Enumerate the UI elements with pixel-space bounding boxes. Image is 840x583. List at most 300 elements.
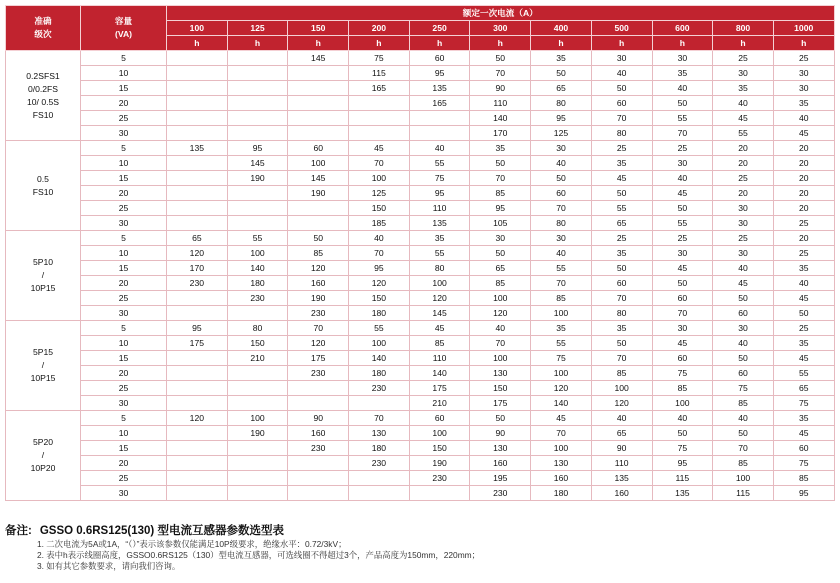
height-cell: 180 <box>227 276 288 291</box>
table-row <box>6 156 835 171</box>
height-cell: 50 <box>470 411 531 426</box>
height-cell: 60 <box>409 411 470 426</box>
table-row <box>6 471 835 486</box>
height-cell: 30 <box>531 231 592 246</box>
height-cell <box>167 51 228 66</box>
height-cell: 140 <box>349 351 410 366</box>
height-cell: 20 <box>773 141 834 156</box>
height-cell: 30 <box>652 156 713 171</box>
height-cell: 35 <box>531 51 592 66</box>
table-row <box>6 456 835 471</box>
height-cell: 100 <box>409 276 470 291</box>
height-cell: 60 <box>713 366 774 381</box>
height-cell: 100 <box>349 336 410 351</box>
height-cell: 70 <box>591 351 652 366</box>
height-cell: 95 <box>227 141 288 156</box>
height-cell <box>227 366 288 381</box>
height-cell: 30 <box>713 201 774 216</box>
height-cell: 25 <box>773 321 834 336</box>
height-cell: 65 <box>591 426 652 441</box>
accuracy-grade-cell: 5P20 / 10P20 <box>6 411 81 501</box>
height-cell: 25 <box>591 231 652 246</box>
height-cell <box>227 66 288 81</box>
height-cell: 55 <box>409 246 470 261</box>
height-cell: 85 <box>773 471 834 486</box>
notes-title: GSSO 0.6RS125(130) 型电流互感器参数选型表 <box>39 525 284 537</box>
height-cell: 120 <box>531 381 592 396</box>
height-cell: 45 <box>773 426 834 441</box>
height-cell: 95 <box>652 456 713 471</box>
height-cell: 50 <box>531 66 592 81</box>
height-cell: 70 <box>591 291 652 306</box>
height-cell: 230 <box>349 381 410 396</box>
header-current-150: 150 <box>288 21 349 36</box>
height-cell: 70 <box>713 441 774 456</box>
header-unit-h: h <box>288 36 349 51</box>
height-cell: 85 <box>713 456 774 471</box>
table-row <box>6 201 835 216</box>
capacity-cell: 5 <box>81 231 167 246</box>
capacity-cell: 20 <box>81 276 167 291</box>
height-cell: 40 <box>531 156 592 171</box>
capacity-cell: 25 <box>81 201 167 216</box>
height-cell <box>167 171 228 186</box>
height-cell: 40 <box>713 96 774 111</box>
height-cell: 75 <box>652 441 713 456</box>
height-cell: 100 <box>349 171 410 186</box>
table-row <box>6 396 835 411</box>
height-cell: 120 <box>288 261 349 276</box>
header-current-200: 200 <box>349 21 410 36</box>
capacity-cell: 25 <box>81 111 167 126</box>
header-current-250: 250 <box>409 21 470 36</box>
height-cell: 70 <box>652 306 713 321</box>
height-cell: 85 <box>409 336 470 351</box>
height-cell: 50 <box>652 426 713 441</box>
height-cell: 150 <box>349 291 410 306</box>
height-cell: 50 <box>531 171 592 186</box>
height-cell: 55 <box>531 336 592 351</box>
height-cell: 30 <box>713 216 774 231</box>
height-cell: 95 <box>531 111 592 126</box>
height-cell <box>167 216 228 231</box>
capacity-cell: 10 <box>81 246 167 261</box>
spec-table <box>5 5 835 501</box>
capacity-cell: 30 <box>81 396 167 411</box>
height-cell <box>288 126 349 141</box>
height-cell <box>409 111 470 126</box>
height-cell: 90 <box>470 81 531 96</box>
capacity-cell: 15 <box>81 81 167 96</box>
header-unit-h: h <box>470 36 531 51</box>
height-cell: 40 <box>409 141 470 156</box>
capacity-cell: 25 <box>81 471 167 486</box>
height-cell <box>227 186 288 201</box>
height-cell: 100 <box>227 411 288 426</box>
header-current-400: 400 <box>531 21 592 36</box>
height-cell: 30 <box>652 51 713 66</box>
height-cell: 25 <box>591 141 652 156</box>
header-unit-h: h <box>167 36 228 51</box>
height-cell: 80 <box>409 261 470 276</box>
height-cell: 65 <box>167 231 228 246</box>
height-cell: 40 <box>591 411 652 426</box>
height-cell: 55 <box>349 321 410 336</box>
height-cell: 210 <box>227 351 288 366</box>
height-cell: 130 <box>470 366 531 381</box>
height-cell: 110 <box>409 201 470 216</box>
height-cell: 135 <box>409 216 470 231</box>
height-cell: 100 <box>531 366 592 381</box>
height-cell: 20 <box>773 156 834 171</box>
height-cell: 230 <box>288 441 349 456</box>
height-cell: 60 <box>531 186 592 201</box>
height-cell: 110 <box>409 351 470 366</box>
height-cell: 50 <box>470 156 531 171</box>
height-cell: 55 <box>591 201 652 216</box>
height-cell <box>227 486 288 501</box>
height-cell: 170 <box>167 261 228 276</box>
height-cell: 90 <box>470 426 531 441</box>
height-cell: 40 <box>470 321 531 336</box>
height-cell: 50 <box>713 426 774 441</box>
height-cell: 40 <box>591 66 652 81</box>
height-cell: 105 <box>470 216 531 231</box>
height-cell <box>167 426 228 441</box>
height-cell: 150 <box>349 201 410 216</box>
height-cell: 145 <box>288 171 349 186</box>
height-cell: 95 <box>470 201 531 216</box>
height-cell: 60 <box>713 306 774 321</box>
height-cell: 50 <box>713 351 774 366</box>
height-cell: 55 <box>713 126 774 141</box>
height-cell: 190 <box>409 456 470 471</box>
capacity-cell: 20 <box>81 366 167 381</box>
height-cell <box>288 66 349 81</box>
height-cell: 175 <box>409 381 470 396</box>
table-row <box>6 486 835 501</box>
height-cell: 140 <box>409 366 470 381</box>
capacity-cell: 5 <box>81 321 167 336</box>
table-row <box>6 216 835 231</box>
height-cell <box>167 66 228 81</box>
height-cell: 130 <box>349 426 410 441</box>
height-cell: 120 <box>167 246 228 261</box>
height-cell: 40 <box>652 81 713 96</box>
height-cell <box>167 471 228 486</box>
capacity-cell: 15 <box>81 351 167 366</box>
notes-title-line <box>5 524 834 539</box>
header-unit-h: h <box>591 36 652 51</box>
height-cell: 75 <box>773 396 834 411</box>
height-cell: 70 <box>349 246 410 261</box>
height-cell: 50 <box>591 81 652 96</box>
height-cell: 50 <box>652 96 713 111</box>
height-cell: 145 <box>288 51 349 66</box>
height-cell: 70 <box>652 126 713 141</box>
height-cell: 160 <box>591 486 652 501</box>
height-cell: 70 <box>349 156 410 171</box>
height-cell <box>288 216 349 231</box>
height-cell: 60 <box>591 276 652 291</box>
height-cell: 135 <box>409 81 470 96</box>
height-cell: 40 <box>713 261 774 276</box>
height-cell: 70 <box>531 426 592 441</box>
height-cell <box>288 96 349 111</box>
height-cell: 40 <box>713 336 774 351</box>
capacity-cell: 15 <box>81 441 167 456</box>
height-cell: 40 <box>652 171 713 186</box>
height-cell: 70 <box>531 276 592 291</box>
height-cell: 25 <box>713 171 774 186</box>
height-cell: 210 <box>409 396 470 411</box>
table-row <box>6 291 835 306</box>
height-cell <box>288 486 349 501</box>
height-cell <box>167 366 228 381</box>
height-cell: 125 <box>349 186 410 201</box>
spec-table-container <box>5 5 834 501</box>
height-cell: 25 <box>652 231 713 246</box>
height-cell <box>349 111 410 126</box>
height-cell: 100 <box>470 351 531 366</box>
table-row <box>6 141 835 156</box>
height-cell: 45 <box>773 351 834 366</box>
height-cell: 35 <box>773 336 834 351</box>
height-cell: 95 <box>349 261 410 276</box>
height-cell: 60 <box>591 96 652 111</box>
height-cell: 30 <box>773 81 834 96</box>
height-cell: 115 <box>349 66 410 81</box>
height-cell: 35 <box>409 231 470 246</box>
height-cell: 40 <box>652 411 713 426</box>
height-cell: 25 <box>652 141 713 156</box>
height-cell: 25 <box>773 51 834 66</box>
height-cell: 75 <box>713 381 774 396</box>
height-cell: 65 <box>470 261 531 276</box>
height-cell: 100 <box>713 471 774 486</box>
height-cell: 40 <box>773 276 834 291</box>
header-row-1 <box>6 6 835 21</box>
height-cell <box>167 201 228 216</box>
height-cell: 80 <box>531 216 592 231</box>
height-cell: 70 <box>470 336 531 351</box>
height-cell: 50 <box>591 186 652 201</box>
height-cell <box>167 306 228 321</box>
height-cell: 40 <box>773 111 834 126</box>
height-cell: 130 <box>531 456 592 471</box>
height-cell <box>167 96 228 111</box>
height-cell: 35 <box>773 261 834 276</box>
height-cell <box>349 486 410 501</box>
height-cell <box>167 111 228 126</box>
height-cell: 110 <box>470 96 531 111</box>
height-cell <box>227 381 288 396</box>
height-cell: 35 <box>470 141 531 156</box>
height-cell: 230 <box>227 291 288 306</box>
height-cell: 85 <box>591 366 652 381</box>
height-cell <box>227 216 288 231</box>
height-cell: 35 <box>591 321 652 336</box>
height-cell <box>288 111 349 126</box>
height-cell: 175 <box>470 396 531 411</box>
height-cell: 60 <box>288 141 349 156</box>
capacity-cell: 25 <box>81 291 167 306</box>
height-cell: 85 <box>713 396 774 411</box>
height-cell: 120 <box>288 336 349 351</box>
table-row <box>6 426 835 441</box>
height-cell: 195 <box>470 471 531 486</box>
table-row <box>6 276 835 291</box>
height-cell: 60 <box>652 351 713 366</box>
height-cell: 95 <box>167 321 228 336</box>
height-cell: 145 <box>409 306 470 321</box>
height-cell: 35 <box>773 411 834 426</box>
header-current-800: 800 <box>713 21 774 36</box>
height-cell <box>227 396 288 411</box>
height-cell: 55 <box>652 111 713 126</box>
height-cell: 85 <box>288 246 349 261</box>
height-cell: 170 <box>470 126 531 141</box>
height-cell: 120 <box>470 306 531 321</box>
height-cell: 35 <box>591 246 652 261</box>
spec-table-body <box>6 51 835 501</box>
height-cell: 100 <box>591 381 652 396</box>
height-cell: 45 <box>773 126 834 141</box>
header-rated-current: 额定一次电流（A） <box>167 6 835 21</box>
table-row <box>6 51 835 66</box>
height-cell: 45 <box>591 171 652 186</box>
note-line-2: 2. 表中h表示线圈高度，GSSO0.6RS125（130）型电流互感器，可选线圈不得超过3个，产品高度为150mm，220mm； <box>37 550 481 561</box>
height-cell: 165 <box>409 96 470 111</box>
height-cell: 45 <box>409 321 470 336</box>
height-cell: 70 <box>288 321 349 336</box>
height-cell: 180 <box>531 486 592 501</box>
height-cell: 130 <box>470 441 531 456</box>
header-grade: 准确 级次 <box>6 6 81 51</box>
height-cell: 70 <box>349 411 410 426</box>
height-cell: 230 <box>470 486 531 501</box>
height-cell <box>409 126 470 141</box>
height-cell: 45 <box>713 276 774 291</box>
table-row <box>6 366 835 381</box>
height-cell: 30 <box>531 141 592 156</box>
capacity-cell: 30 <box>81 216 167 231</box>
header-unit-h: h <box>409 36 470 51</box>
height-cell <box>349 471 410 486</box>
height-cell: 30 <box>591 51 652 66</box>
capacity-cell: 25 <box>81 381 167 396</box>
height-cell: 145 <box>227 156 288 171</box>
height-cell: 20 <box>773 201 834 216</box>
height-cell: 30 <box>773 66 834 81</box>
table-row <box>6 246 835 261</box>
height-cell: 230 <box>288 366 349 381</box>
height-cell: 55 <box>227 231 288 246</box>
height-cell: 20 <box>773 186 834 201</box>
height-cell: 135 <box>652 486 713 501</box>
height-cell: 115 <box>652 471 713 486</box>
table-row <box>6 231 835 246</box>
height-cell: 20 <box>713 186 774 201</box>
height-cell: 30 <box>713 321 774 336</box>
height-cell: 50 <box>470 246 531 261</box>
height-cell: 20 <box>713 141 774 156</box>
table-row <box>6 381 835 396</box>
height-cell: 120 <box>167 411 228 426</box>
height-cell: 70 <box>470 66 531 81</box>
height-cell: 180 <box>349 306 410 321</box>
height-cell: 95 <box>409 186 470 201</box>
capacity-cell: 30 <box>81 306 167 321</box>
accuracy-grade-cell: 5P15 / 10P15 <box>6 321 81 411</box>
height-cell: 40 <box>531 246 592 261</box>
note-line-3: 3. 如有其它参数要求，请向我们咨询。 <box>37 561 181 572</box>
capacity-cell: 10 <box>81 156 167 171</box>
height-cell: 40 <box>349 231 410 246</box>
capacity-cell: 5 <box>81 411 167 426</box>
height-cell <box>227 81 288 96</box>
height-cell: 175 <box>167 336 228 351</box>
height-cell: 80 <box>531 96 592 111</box>
height-cell <box>167 381 228 396</box>
note-line-1: 1. 二次电流为5A或1A，“（）”表示该参数仅能满足10P级要求，绝缘水平：0.72/3kV； <box>37 539 347 549</box>
height-cell: 135 <box>591 471 652 486</box>
table-row <box>6 111 835 126</box>
height-cell: 55 <box>409 156 470 171</box>
height-cell: 40 <box>713 411 774 426</box>
height-cell: 45 <box>773 291 834 306</box>
capacity-cell: 10 <box>81 66 167 81</box>
height-cell: 230 <box>288 306 349 321</box>
height-cell: 100 <box>288 156 349 171</box>
table-row <box>6 261 835 276</box>
height-cell: 50 <box>470 51 531 66</box>
header-current-100: 100 <box>167 21 228 36</box>
capacity-cell: 5 <box>81 51 167 66</box>
height-cell <box>167 291 228 306</box>
height-cell: 140 <box>227 261 288 276</box>
height-cell: 75 <box>349 51 410 66</box>
height-cell: 115 <box>713 486 774 501</box>
height-cell: 35 <box>652 66 713 81</box>
height-cell <box>167 126 228 141</box>
height-cell <box>227 96 288 111</box>
height-cell: 160 <box>470 456 531 471</box>
height-cell: 55 <box>773 366 834 381</box>
height-cell: 75 <box>531 351 592 366</box>
height-cell: 120 <box>591 396 652 411</box>
accuracy-grade-cell: 5P10 / 10P15 <box>6 231 81 321</box>
height-cell: 85 <box>652 381 713 396</box>
height-cell <box>227 201 288 216</box>
capacity-cell: 20 <box>81 456 167 471</box>
table-row <box>6 126 835 141</box>
height-cell <box>227 306 288 321</box>
capacity-cell: 10 <box>81 336 167 351</box>
height-cell <box>288 456 349 471</box>
height-cell: 230 <box>349 456 410 471</box>
height-cell: 45 <box>349 141 410 156</box>
height-cell: 30 <box>652 246 713 261</box>
height-cell <box>409 486 470 501</box>
capacity-cell: 30 <box>81 126 167 141</box>
height-cell: 160 <box>288 276 349 291</box>
header-current-125: 125 <box>227 21 288 36</box>
table-row <box>6 171 835 186</box>
height-cell: 70 <box>591 111 652 126</box>
height-cell: 95 <box>409 66 470 81</box>
height-cell: 50 <box>591 336 652 351</box>
